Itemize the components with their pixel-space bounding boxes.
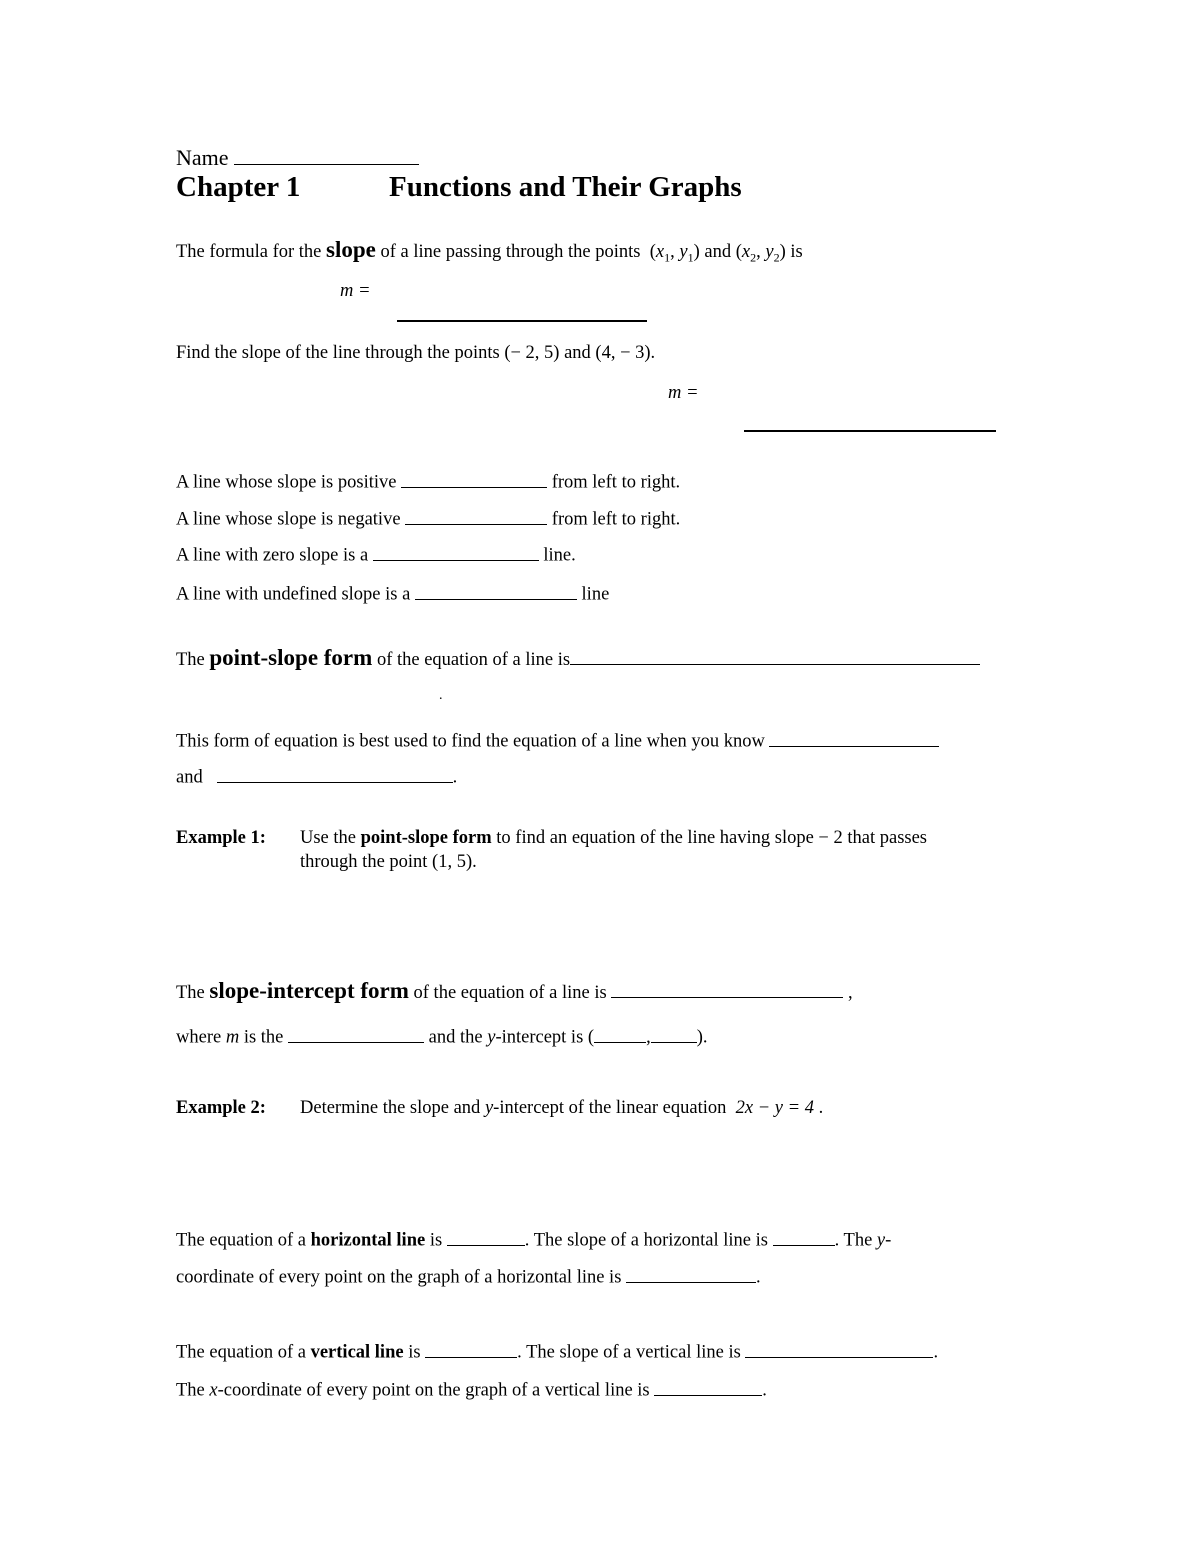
point-slope-pre: The: [176, 650, 205, 670]
point-slope-keyword: point-slope form: [209, 645, 373, 670]
slope-intercept-sentence: [176, 977, 853, 1005]
undefined-post: line: [581, 584, 610, 605]
find-slope-prompt: Find the slope of the line through the points (− 2, 5) and (4, − 3).: [176, 343, 656, 363]
name-line: [176, 142, 419, 171]
slope-keyword: slope: [326, 237, 376, 262]
where-mid: is the: [243, 1027, 284, 1048]
slope-formula-post: of a line passing through the points: [380, 242, 641, 262]
example1-keyword: point-slope form: [360, 828, 492, 848]
var-y2: y: [765, 242, 774, 262]
var-y1: y: [679, 242, 688, 262]
undefined-pre: A line with undefined slope is a: [176, 584, 411, 605]
point-slope-blank[interactable]: [570, 646, 980, 666]
horizontal-line-sentence-2: [176, 1263, 761, 1289]
where-sep: ,: [646, 1027, 651, 1048]
point-slope-post: of the equation of a line is: [376, 650, 571, 670]
comma-2: ,: [756, 242, 766, 262]
vertical-equation-blank[interactable]: [425, 1338, 517, 1358]
and-text: and (: [699, 242, 742, 262]
vertical-x-var: x: [209, 1380, 218, 1401]
sub-1: 1: [664, 250, 671, 265]
zero-blank[interactable]: [373, 541, 539, 561]
slope-intercept-pre: The: [176, 983, 205, 1003]
horizontal-slope-blank[interactable]: [773, 1226, 835, 1246]
paren-open-1: (: [649, 242, 656, 262]
horizontal-y-text: . The: [834, 1230, 873, 1251]
zero-post: line.: [543, 545, 576, 566]
vertical-coord-blank[interactable]: [654, 1376, 762, 1396]
vertical-keyword: vertical line: [310, 1342, 404, 1363]
vertical-line2-post: -coordinate of every point on the graph of a vertical line is: [217, 1380, 650, 1401]
example1-label: Example 1:: [176, 828, 266, 848]
negative-slope-statement: [176, 505, 680, 531]
zero-slope-statement: [176, 541, 576, 567]
horizontal-slope-text: . The slope of a horizontal line is: [524, 1230, 768, 1251]
slope-intercept-comma: ,: [847, 983, 853, 1003]
find-slope-answer-blank[interactable]: [744, 430, 996, 432]
horizontal-line-sentence: [176, 1226, 891, 1252]
horizontal-coord-blank[interactable]: [626, 1263, 756, 1283]
usage-blank-2[interactable]: [217, 763, 453, 783]
negative-blank[interactable]: [405, 505, 547, 525]
where-and: and the: [428, 1027, 483, 1048]
example2-y: y: [484, 1098, 494, 1118]
horizontal-dash: -: [885, 1230, 892, 1251]
vertical-line2-pre: The: [176, 1380, 205, 1401]
zero-pre: A line with zero slope is a: [176, 545, 369, 566]
positive-blank[interactable]: [401, 468, 547, 488]
example1-pre: Use the: [300, 828, 356, 848]
undefined-slope-statement: [176, 580, 609, 606]
example1-text-line2: through the point (1, 5).: [300, 852, 477, 872]
sub-2: 2: [750, 250, 757, 265]
horizontal-pre: The equation of a: [176, 1230, 306, 1251]
chapter-title: Functions and Their Graphs: [389, 171, 742, 203]
vertical-line-sentence-2: [176, 1376, 767, 1402]
y-intercept-y-blank[interactable]: [651, 1023, 697, 1043]
horizontal-is: is: [429, 1230, 443, 1251]
slope-formula-sentence: [176, 236, 803, 265]
horizontal-line2: coordinate of every point on the graph of a horizontal line is: [176, 1267, 622, 1288]
horizontal-keyword: horizontal line: [310, 1230, 426, 1251]
slope-intercept-keyword: slope-intercept form: [209, 978, 409, 1003]
usage-blank-1[interactable]: [769, 727, 939, 747]
paren-close-1: ): [693, 242, 700, 262]
example2-equation: 2x − y = 4: [735, 1098, 814, 1118]
slope-name-blank[interactable]: [288, 1023, 424, 1043]
where-end: ).: [696, 1027, 708, 1048]
name-blank[interactable]: [234, 142, 419, 165]
example2-end: .: [818, 1098, 824, 1118]
where-m: m: [225, 1027, 240, 1048]
example1-post: to find an equation of the line having slope − 2 that passes: [496, 828, 927, 848]
vertical-end2: .: [762, 1380, 767, 1401]
m-equals-2: m =: [668, 383, 699, 403]
negative-post: from left to right.: [551, 509, 681, 530]
chapter-label: Chapter 1: [176, 171, 301, 203]
undefined-blank[interactable]: [415, 580, 577, 600]
horizontal-end: .: [756, 1267, 761, 1288]
slope-formula-answer-blank[interactable]: [397, 320, 647, 322]
vertical-slope-text: . The slope of a vertical line is: [517, 1342, 741, 1363]
vertical-line-sentence: [176, 1338, 938, 1364]
example1-text: [300, 827, 927, 849]
comma-1: ,: [670, 242, 680, 262]
var-x1: x: [655, 242, 665, 262]
vertical-pre: The equation of a: [176, 1342, 306, 1363]
point-slope-usage: [176, 727, 939, 753]
horizontal-y-var: y: [876, 1230, 886, 1251]
where-pre: where: [176, 1027, 222, 1048]
point-slope-dot: .: [439, 688, 443, 703]
name-label: Name: [176, 145, 229, 170]
where-intercept: -intercept is (: [495, 1027, 595, 1048]
point-slope-usage-line2: [176, 763, 457, 789]
where-y: y: [487, 1027, 496, 1048]
usage-pre: This form of equation is best used to find the equation of a line when you know: [176, 731, 765, 752]
var-x2: x: [741, 242, 751, 262]
vertical-is: is: [408, 1342, 421, 1363]
slope-formula-pre: The formula for the: [176, 242, 322, 262]
slope-intercept-blank[interactable]: [611, 979, 843, 999]
slope-intercept-post: of the equation of a line is: [413, 983, 607, 1003]
sub-2b: 2: [773, 250, 780, 265]
m-equals-1: m =: [340, 281, 371, 301]
example2-post: -intercept of the linear equation: [493, 1098, 727, 1118]
usage-end: .: [452, 767, 458, 788]
example2-text: [300, 1097, 823, 1119]
usage-and: and: [176, 767, 203, 788]
point-slope-sentence: [176, 644, 980, 672]
slope-intercept-where: [176, 1023, 707, 1049]
positive-slope-statement: [176, 468, 680, 494]
y-intercept-x-blank[interactable]: [594, 1023, 646, 1043]
paren-close-2: ): [779, 242, 786, 262]
example2-label: Example 2:: [176, 1098, 266, 1118]
horizontal-equation-blank[interactable]: [447, 1226, 525, 1246]
negative-pre: A line whose slope is negative: [176, 509, 401, 530]
is-text: is: [785, 242, 803, 262]
sub-1b: 1: [687, 250, 694, 265]
vertical-end1: .: [933, 1342, 939, 1363]
positive-pre: A line whose slope is positive: [176, 472, 397, 493]
vertical-slope-blank[interactable]: [745, 1338, 933, 1358]
example2-pre: Determine the slope and: [300, 1098, 481, 1118]
positive-post: from left to right.: [551, 472, 681, 493]
